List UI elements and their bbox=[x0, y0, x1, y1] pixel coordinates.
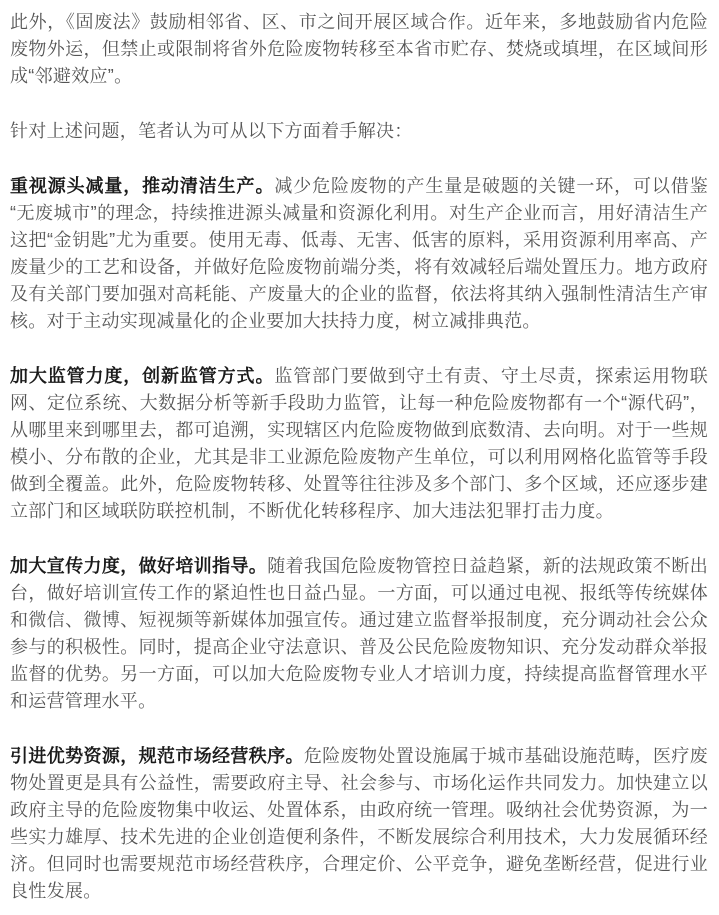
paragraph-text: 危险废物处置设施属于城市基础设施范畴，医疗废物处置更是具有公益性，需要政府主导、社会参与、市场化运作共同发力。加快建立以政府主导的危险废物集中收运、处置体系，由政府统一管理。吸纳社会优势资源，为一些实力雄厚、技术先进的企业创造便利条件，不断发展综合利用技术，大力发展循环经济。但同时也需要规范市场经营秩序，合理定价、公平竞争，避免垄断经营，促进行业良性发展。 bbox=[10, 746, 708, 901]
paragraph bbox=[10, 553, 708, 715]
paragraph-text: 监管部门要做到守土有责、守土尽责，探索运用物联网、定位系统、大数据分析等新手段助力监管，让每一种危险废物都有一个“源代码”，从哪里来到哪里去，都可追溯，实现辖区内危险废物做到底数清、去向明。对于一些规模小、分布散的企业，尤其是非工业源危险废物产生单位，可以利用网格化监管等手段做到全覆盖。此外，危险废物转移、处置等往往涉及多个部门、多个区域，还应逐步建立部门和区域联防联控机制，不断优化转移程序、加大违法犯罪打击力度。 bbox=[10, 366, 708, 521]
paragraph-lead: 加大监管力度，创新监管方式。 bbox=[10, 366, 275, 386]
paragraph bbox=[10, 118, 708, 145]
paragraph-text: 减少危险废物的产生量是破题的关键一环，可以借鉴“无废城市”的理念，持续推进源头减量和资源化利用。对生产企业而言，用好清洁生产这把“金钥匙”尤为重要。使用无毒、低毒、无害、低害的原料，采用资源利用率高、产废量少的工艺和设备，并做好危险废物前端分类，将有效减轻后端处置压力。地方政府及有关部门要加强对高耗能、产废量大的企业的监督，依法将其纳入强制性清洁生产审核。对于主动实现减量化的企业要加大扶持力度，树立减排典范。 bbox=[10, 176, 708, 331]
paragraph bbox=[10, 743, 708, 905]
paragraph bbox=[10, 173, 708, 335]
paragraph bbox=[10, 363, 708, 525]
paragraph bbox=[10, 9, 708, 90]
paragraph-lead: 加大宣传力度，做好培训指导。 bbox=[10, 556, 268, 576]
paragraph-lead: 引进优势资源，规范市场经营秩序。 bbox=[10, 746, 304, 766]
paragraph-text: 随着我国危险废物管控日益趋紧，新的法规政策不断出台，做好培训宣传工作的紧迫性也日益凸显。一方面，可以通过电视、报纸等传统媒体和微信、微博、短视频等新媒体加强宣传。通过建立监督举报制度，充分调动社会公众参与的积极性。同时，提高企业守法意识、普及公民危险废物知识、充分发动群众举报监督的优势。另一方面，可以加大危险废物专业人才培训力度，持续提高监督管理水平和运营管理水平。 bbox=[10, 556, 708, 711]
paragraph-lead: 重视源头减量，推动清洁生产。 bbox=[10, 176, 275, 196]
paragraph-text: 针对上述问题，笔者认为可从以下方面着手解决： bbox=[10, 121, 413, 141]
paragraph-text: 此外，《固废法》鼓励相邻省、区、市之间开展区域合作。近年来，多地鼓励省内危险废物外运，但禁止或限制将省外危险废物转移至本省市贮存、焚烧或填埋，在区域间形成“邻避效应”。 bbox=[10, 12, 708, 86]
